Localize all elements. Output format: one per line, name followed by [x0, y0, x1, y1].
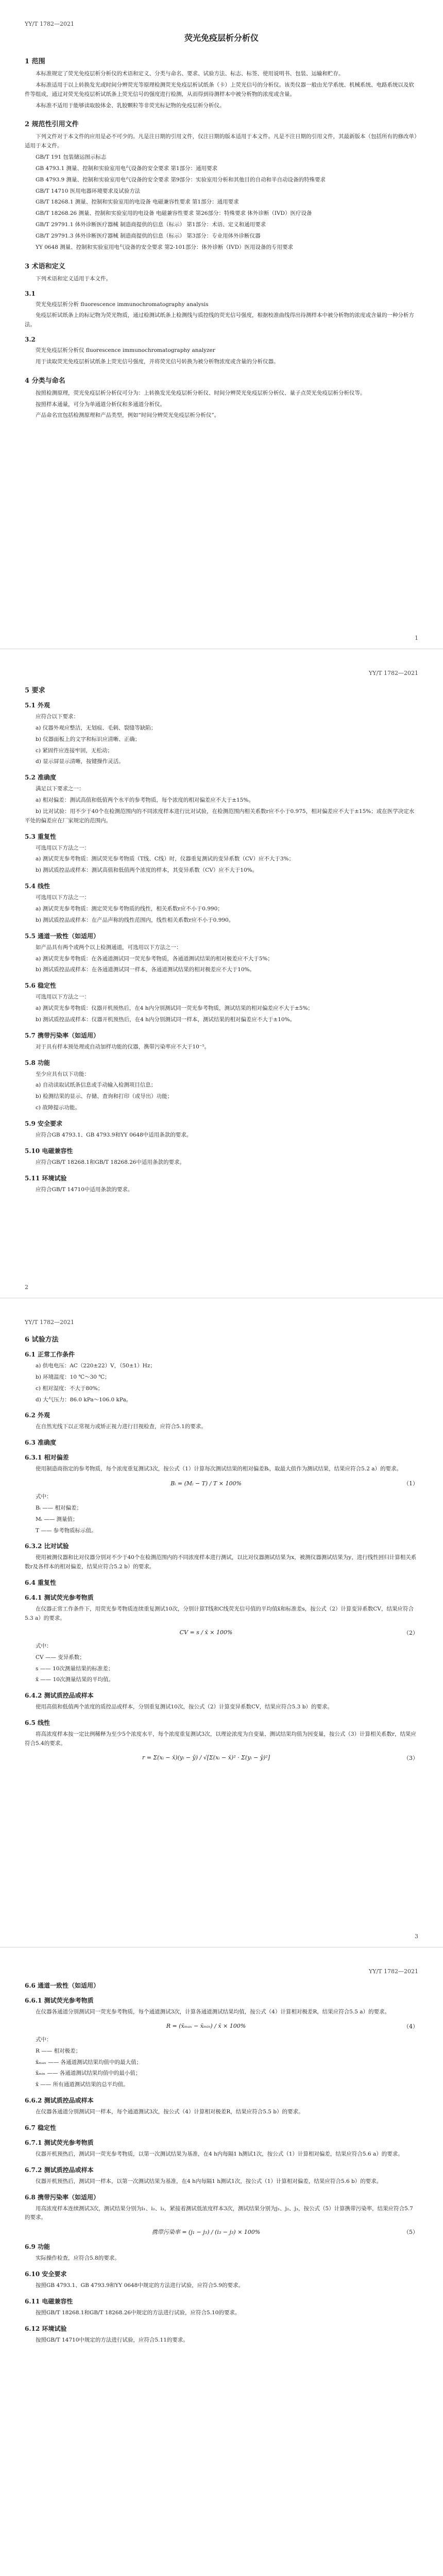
section-heading: 4 分类与命名 — [25, 377, 65, 385]
paragraph: 实际操作检查，应符合5.8的要求。 — [36, 2255, 120, 2262]
subsection-heading: 5.8 功能 — [25, 1059, 50, 1066]
paragraph: 如产品具有两个或两个以上检测通道，可选用以下方法之一： — [36, 944, 182, 951]
subsection-heading: 3.1 — [25, 290, 36, 297]
formula-expression: CV = s / x̄ × 100% — [179, 1629, 233, 1636]
paragraph: 产品命名宜包括检测原理和产品类型，例如“时间分辨荧光免疫层析分析仪”。 — [36, 412, 220, 419]
formula-number: （1） — [403, 1480, 418, 1487]
formula — [25, 2228, 418, 2236]
paragraph: 可选用以下方法之一： — [36, 844, 90, 851]
formula — [25, 1754, 418, 1762]
paragraph: b) 测试质控品或样本：在各通道测试同一样本，各通道测试结果的相对极差应不大于10%。 — [36, 967, 255, 973]
paragraph: 可选用以下方法之一： — [36, 994, 90, 1001]
paragraph: b) 检测结果的显示、存储、查询和打印（或导出）功能； — [36, 1093, 173, 1100]
subsection-heading: 6.3.1 相对偏差 — [25, 1454, 69, 1462]
subsection-heading: 5.10 电磁兼容性 — [25, 1147, 73, 1155]
paragraph: a) 测试荧光参考物质：测定荧光参考物质的线性，相关系数r应不小于0.990； — [36, 905, 223, 912]
paragraph: 应符合GB/T 18268.1和GB/T 18268.26中适用条款的要求。 — [36, 1159, 185, 1165]
subsection-heading: 6.3 准确度 — [25, 1439, 57, 1447]
subsection-heading: 5.5 通道一致性（如适用） — [25, 932, 100, 940]
normative-reference: GB 4793.9 测量、控制和实验室用电气设备的安全要求 第9部分：实验室用分析和其他目的自动和半自动设备的特殊要求 — [36, 176, 326, 183]
paragraph: 在仪器各通道分别测试同一样本，每个通道测试3次，按公式（4）计算相对极差R，结果应符合5.5 b）的要求。 — [36, 2109, 304, 2115]
paragraph: 至少应具有以下功能： — [36, 1071, 90, 1077]
paragraph: 免疫层析试纸条上的标记物为荧光物质，通过检测试纸条上检测线与质控线的荧光信号强度，根据校准曲线得出待测样本中被分析物的浓度或含量的一种分析方法。 — [25, 312, 414, 328]
paragraph: 按照样本通量，可分为单通道分析仪和多通道分析仪。 — [36, 401, 165, 408]
page-number: 2 — [25, 1284, 28, 1291]
formula-expression: r = Σ(xᵢ − x̄)(yᵢ − ȳ) / √[Σ(xᵢ − x̄)² · Σ(yᵢ − ȳ)²] — [142, 1754, 270, 1761]
paragraph: a) 测试荧光参考物质：仪器开机预热后，在4 h内分别测试同一荧光参考物质，测试结果的相对偏差应不大于±5%； — [36, 1005, 313, 1012]
paragraph: b) 比对试验：用不少于40个在检测范围内的不同浓度样本进行比对试验，在检测范围内相关系数r应不小于0.975，相对偏差应不大于±15%；或在医学决定水平处的偏差应在厂家规定的范围内。 — [25, 808, 415, 824]
paragraph: 式中： — [36, 2036, 52, 2043]
paragraph: 用于读取荧光免疫层析试纸条上荧光信号强度，并将荧光信号转换为被分析物浓度或含量的分析仪器。 — [36, 358, 279, 365]
paragraph: a) 自动读取试纸条信息或手动输入检测项目信息； — [36, 1082, 157, 1089]
formula — [25, 1479, 418, 1487]
subsection-heading: 6.10 安全要求 — [25, 2270, 67, 2278]
paragraph: 使用制造商指定的参考物质，每个浓度重复测试3次，按公式（1）计算每次测试结果的相对偏差Bᵢ，取最大值作为测试结果，结果应符合5.2 a）的要求。 — [36, 1466, 402, 1472]
paragraph: 应符合GB/T 14710中适用条款的要求。 — [36, 1186, 133, 1193]
document-page — [0, 1947, 443, 2576]
paragraph: 使用被测仪器和比对仪器分别对不少于40个在检测范围内的不同浓度样本进行测试，以比对仪器测试结果为x，被测仪器测试结果为y，进行线性回归计算相关系数r及各样本的相对偏差，结果应符合5.2 b）的要求。 — [25, 1554, 417, 1570]
section-heading: 2 规范性引用文件 — [25, 121, 79, 129]
paragraph: 下列术语和定义适用于本文件。 — [36, 275, 111, 282]
subsection-heading: 5.6 稳定性 — [25, 982, 57, 990]
formula-symbol-definition: s —— 10次测量结果的标准差； — [36, 1665, 114, 1672]
subsection-heading: 6.3.2 比对试验 — [25, 1543, 69, 1550]
paragraph: 本标准适用于以上转换发光或时间分辨荧光等原理检测荧光免疫层析试纸条（卡）上荧光信号的分析仪。该类仪器一般由光学系统、机械系统、电路系统以及软件等组成，通过对荧光免疫层析试纸条上荧光信号的强度进行检测，从而得到待测样本中被分析物的浓度或含量。 — [25, 81, 414, 97]
paragraph: 对于具有样本预处理或自动加样功能的仪器，携带污染率应不大于10⁻⁵。 — [36, 1043, 210, 1050]
formula-expression: R = (x̄ₘₐₓ − x̄ₘᵢₙ) / x̄ × 100% — [166, 2023, 246, 2030]
normative-reference: YY 0648 测量、控制和实验室用电气设备的安全要求 第2-101部分：体外诊断（IVD）医用设备的专用要求 — [36, 244, 294, 250]
subsection-heading: 5.3 重复性 — [25, 833, 57, 840]
subsection-heading: 6.1 正常工作条件 — [25, 1351, 75, 1358]
subsection-heading: 5.9 安全要求 — [25, 1120, 63, 1127]
paragraph: 用高浓度样本连续测试3次，测试结果分别为i₁、i₂、i₃，紧接着测试低浓度样本3次，测试结果分别为j₁、j₂、j₃，按公式（5）计算携带污染率，结果应符合5.7的要求。 — [25, 2205, 413, 2221]
normative-reference: GB/T 18268.1 测量、控制和实验室用的电设备 电磁兼容性要求 第1部分：通用要求 — [36, 199, 239, 206]
paragraph: 按照检测原理，荧光免疫层析分析仪可分为：上转换发光免疫层析分析仪、时间分辨荧光免疫层析分析仪、量子点荧光免疫层析分析仪等。 — [36, 389, 366, 396]
normative-reference: GB 4793.1 测量、控制和实验室用电气设备的安全要求 第1部分：通用要求 — [36, 165, 218, 172]
paragraph: b) 测试质控品或样本：在产品声称的线性范围内，线性相关系数r应不小于0.990。 — [36, 917, 234, 923]
subsection-heading: 5.7 携带污染率（如适用） — [25, 1031, 100, 1039]
subsection-heading: 6.2 外观 — [25, 1412, 50, 1419]
section-heading: 5 要求 — [25, 687, 45, 694]
paragraph: a) 相对偏差：测试高值和低值两个水平的参考物质，每个浓度的相对偏差应不大于±15%。 — [36, 797, 254, 804]
formula-number: （4） — [403, 2023, 418, 2030]
subsection-heading: 5.1 外观 — [25, 702, 50, 709]
formula — [25, 1629, 418, 1637]
paragraph: 在仪器各通道分别测试同一荧光参考物质，每个通道测试3次，计算各通道测试结果均值，按公式（4）计算相对极差R，结果应符合5.5 a）的要求。 — [36, 2009, 390, 2015]
normative-reference: GB/T 29791.1 体外诊断医疗器械 制造商提供的信息（标示） 第1部分：术语、定义和通用要求 — [36, 222, 266, 228]
document-page — [0, 649, 443, 1298]
paragraph: 按照GB/T 14710中规定的方法进行试验，应符合5.11的要求。 — [36, 2336, 189, 2343]
paragraph: 在自然光线下以正常视力或矫正视力进行目视检查，应符合5.1的要求。 — [36, 1423, 207, 1430]
subsection-heading: 6.7.2 测试质控品或样本 — [25, 2166, 94, 2174]
formula-expression: 携带污染率 = (j₁ − j₃) / (i₃ − j₃) × 100% — [151, 2229, 261, 2236]
paragraph: a) 供电电压：AC（220±22）V，（50±1）Hz； — [36, 1363, 156, 1369]
formula-expression: Bᵢ = (Mᵢ − T) / T × 100% — [171, 1480, 242, 1487]
subsection-heading: 6.8 携带污染率（如适用） — [25, 2193, 100, 2201]
paragraph: 式中： — [36, 1642, 52, 1649]
section-heading: 3 术语和定义 — [25, 262, 65, 270]
subsection-heading: 5.11 环境试验 — [25, 1174, 67, 1182]
document-page — [0, 0, 443, 649]
paragraph: 本标准规定了荧光免疫层析分析仪的术语和定义、分类与命名、要求、试验方法、标志、标签、使用说明书、包装、运输和贮存。 — [36, 71, 344, 77]
paragraph: d) 大气压力：86.0 kPa～106.0 kPa。 — [36, 1396, 132, 1403]
subsection-heading: 5.2 准确度 — [25, 774, 57, 782]
subsection-heading: 3.2 — [25, 336, 36, 344]
normative-reference: GB/T 18268.26 测量、控制和实验室用的电设备 电磁兼容性要求 第26部分：特殊要求 体外诊断（IVD）医疗设备 — [36, 210, 312, 217]
paragraph: 按照GB 4793.1、GB 4793.9和YY 0648中规定的方法进行试验，应符合5.9的要求。 — [36, 2282, 244, 2289]
paragraph: d) 显示屏显示清晰，按键操作灵活。 — [36, 758, 124, 765]
formula-symbol-definition: x̄ₘₐₓ —— 各通道测试结果均值中的最大值； — [36, 2059, 142, 2065]
subsection-heading: 6.4.2 测试质控品或样本 — [25, 1692, 94, 1700]
section-heading: 6 试验方法 — [25, 1336, 59, 1344]
formula-symbol-definition: x̄ₘᵢₙ —— 各通道测试结果均值中的最小值； — [36, 2070, 141, 2077]
subsection-heading: 6.7.1 测试荧光参考物质 — [25, 2139, 94, 2146]
formula-symbol-definition: R —— 相对极差； — [36, 2047, 81, 2054]
subsection-heading: 6.5 线性 — [25, 1719, 50, 1727]
paragraph: b) 测试质控品或样本：测试高值和低值两个浓度的样本，其变异系数（CV）应不大于10%。 — [36, 867, 258, 874]
formula-number: （2） — [403, 1629, 418, 1636]
paragraph: 应符合以下要求： — [36, 714, 79, 720]
paragraph: 仪器开机预热后，测试同一样本，以第一次测试结果为基准，在4 h内每隔1 h测试1次，按公式（1）计算相对偏差，结果应符合5.6 b）的要求。 — [36, 2178, 382, 2184]
paragraph: 式中： — [36, 1494, 52, 1500]
paragraph: 使用高值和低值两个浓度的质控品或样本，分别重复测试10次，按公式（2）计算变异系数CV，结果应符合5.3 b）的要求。 — [36, 1704, 333, 1710]
subsection-heading: 6.4.1 测试荧光参考物质 — [25, 1594, 94, 1602]
running-header: YY/T 1782—2021 — [368, 670, 418, 676]
subsection-heading: 6.6.2 测试质控品或样本 — [25, 2097, 94, 2105]
document-page — [0, 1298, 443, 1947]
paragraph: b) 测试质控品或样本：仪器开机预热后，在4 h内分别测试同一样本，测试结果的相对偏差应不大于±10%。 — [36, 1016, 296, 1023]
formula-symbol-definition: Mᵢ —— 测量值； — [36, 1516, 78, 1522]
paragraph: 可选用以下方法之一： — [36, 894, 90, 901]
paragraph: a) 测试荧光参考物质：在各通道测试同一荧光参考物质，各通道测试结果的相对极差应不大于5%； — [36, 955, 273, 962]
paragraph: c) 故障提示功能。 — [36, 1105, 80, 1111]
normative-reference: GB/T 191 包装储运图示标志 — [36, 154, 107, 161]
paragraph: 荧光免疫层析分析仪 fluorescence immunochromatography analyzer — [36, 347, 215, 354]
formula-symbol-definition: x̄ —— 所有通道测试结果的总平均值。 — [36, 2081, 129, 2088]
paragraph: 满足以下要求之一： — [36, 786, 84, 792]
paragraph: 本标准不适用于能够读取胶体金、乳胶颗粒等非荧光标记物的免疫层析分析仪。 — [36, 102, 225, 109]
paragraph: 仪器开机预热后，测试同一荧光参考物质，以第一次测试结果为基准，在4 h内每隔1 h测试1次，按公式（1）计算相对偏差，结果应符合5.6 a）的要求。 — [36, 2150, 403, 2157]
paragraph: 应符合GB 4793.1、GB 4793.9和YY 0648中适用条款的要求。 — [36, 1131, 192, 1138]
formula-number: （5） — [403, 2229, 418, 2236]
subsection-heading: 6.7 稳定性 — [25, 2124, 57, 2131]
subsection-heading: 5.4 线性 — [25, 883, 50, 890]
subsection-heading: 6.11 电磁兼容性 — [25, 2297, 73, 2305]
paragraph: 按照GB/T 18268.1和GB/T 18268.26中规定的方法进行试验，应符合5.10的要求。 — [36, 2309, 241, 2316]
formula-symbol-definition: x̄ —— 10次测量结果的平均值。 — [36, 1676, 114, 1683]
formula — [25, 2022, 418, 2030]
running-header: YY/T 1782—2021 — [25, 21, 75, 27]
section-heading: 1 范围 — [25, 58, 45, 65]
normative-reference: GB/T 29791.3 体外诊断医疗器械 制造商提供的信息（标示） 第3部分：专业用体外诊断仪器 — [36, 232, 261, 239]
paragraph: b) 环境温度：10 ℃～30 ℃； — [36, 1374, 110, 1380]
page-number: 1 — [415, 635, 418, 641]
running-header: YY/T 1782—2021 — [25, 1319, 75, 1326]
paragraph: 下列文件对于本文件的应用是必不可少的。凡是注日期的引用文件，仅注日期的版本适用于本文件。凡是不注日期的引用文件，其最新版本（包括所有的修改单）适用于本文件。 — [25, 133, 417, 149]
paragraph: 将高浓度样本按一定比例稀释为至少5个浓度水平，每个浓度重复测试3次，以理论浓度为自变量、测试结果均值为因变量，按公式（3）计算相关系数r，结果应符合5.4的要求。 — [25, 1731, 417, 1747]
normative-reference: GB/T 14710 医用电器环境要求及试验方法 — [36, 188, 141, 194]
running-header: YY/T 1782—2021 — [368, 1968, 418, 1975]
subsection-heading: 6.12 环境试验 — [25, 2325, 67, 2332]
paragraph: b) 仪器面板上的文字和标识应清晰、正确； — [36, 736, 141, 742]
paragraph: c) 相对湿度：不大于80%； — [36, 1385, 104, 1392]
paragraph: a) 仪器外观应整洁，无划痕、毛刺、裂缝等缺陷； — [36, 724, 157, 731]
formula-symbol-definition: CV —— 变异系数； — [36, 1654, 85, 1660]
document-title: 荧光免疫层析分析仪 — [184, 33, 259, 43]
formula-symbol-definition: T —— 参考物质标示值。 — [36, 1527, 97, 1534]
paragraph: c) 紧固件应连接牢固，无松动； — [36, 747, 113, 754]
paragraph: a) 测试荧光参考物质：测试荧光参考物质（T线、C线）时，仪器重复测试的变异系数（CV）应不大于3%； — [36, 856, 295, 862]
formula-symbol-definition: Bᵢ —— 相对偏差； — [36, 1504, 82, 1511]
page-number: 3 — [415, 1933, 418, 1940]
subsection-heading: 6.6 通道一致性（如适用） — [25, 1982, 100, 1989]
subsection-heading: 6.4 重复性 — [25, 1579, 57, 1587]
subsection-heading: 6.6.1 测试荧光参考物质 — [25, 1997, 94, 2004]
subsection-heading: 6.9 功能 — [25, 2243, 50, 2251]
formula-number: （3） — [403, 1754, 418, 1761]
paragraph: 在仪器正常工作条件下，用荧光参考物质连续重复测试10次，分别计算T线和C线荧光信号值的平均值x̄和标准差s，按公式（2）计算变异系数CV，结果应符合5.3 a）的要求。 — [25, 1606, 414, 1621]
paragraph: 荧光免疫层析分析 fluorescence immunochromatography analysis — [36, 301, 209, 308]
